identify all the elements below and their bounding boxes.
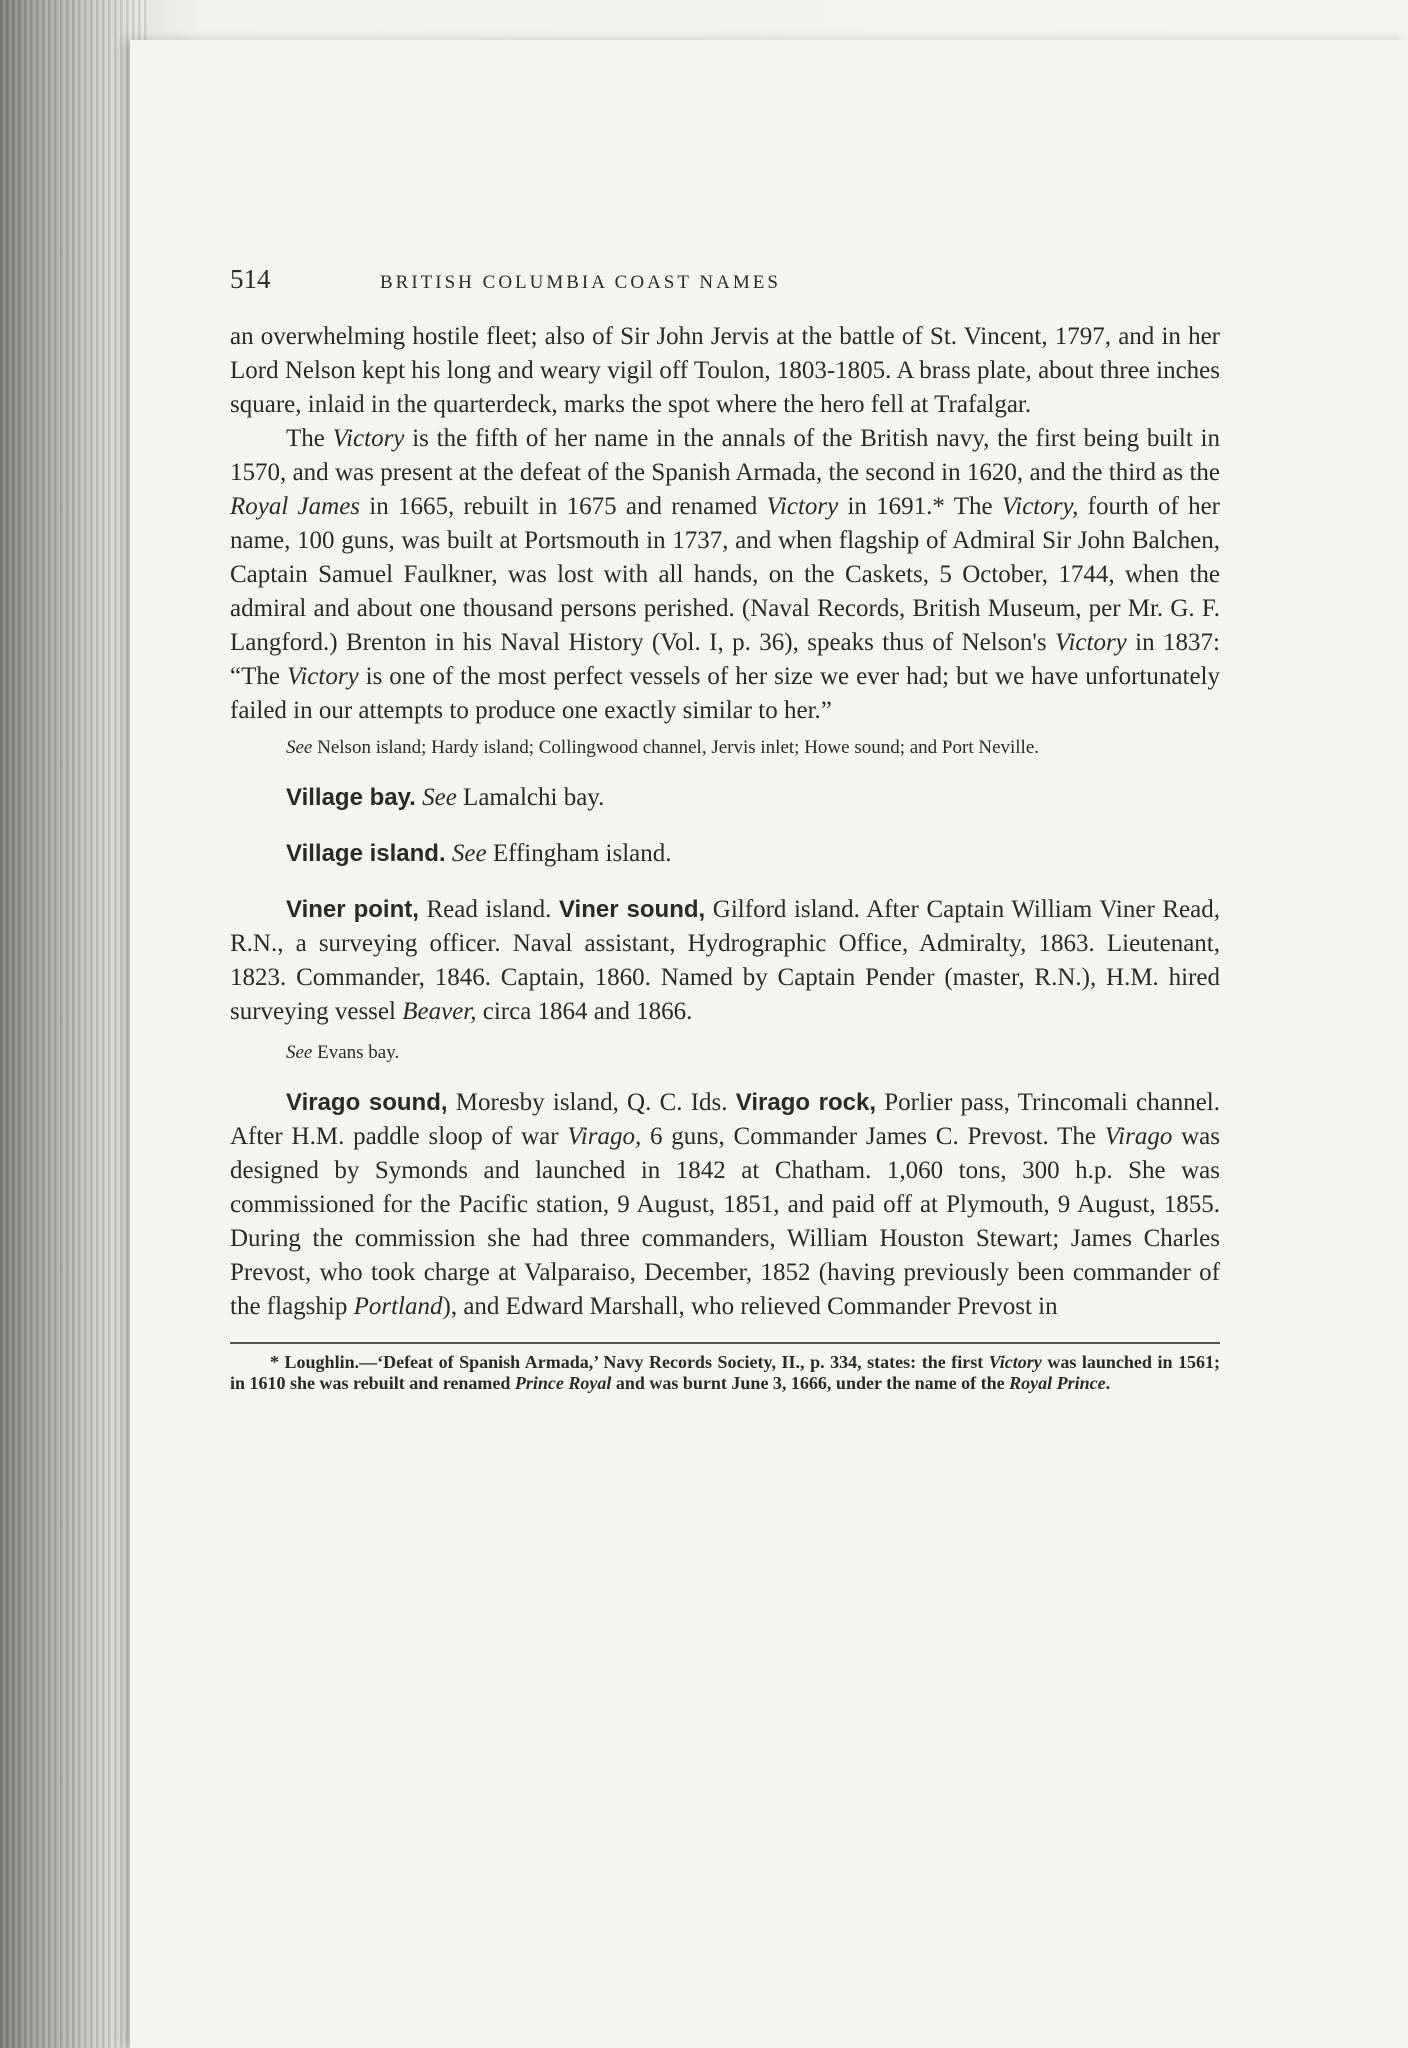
footnote-rule: [230, 1342, 1220, 1344]
headword: Viner point,: [286, 896, 419, 923]
entry-viner: Viner point, Read island. Viner sound, Gilford island. After Captain William Viner Read, R.N., a surveying officer. Naval assistant, Hydrographic Office, Admiralty, 1863. Lieutenant, 1823. Commander, 1846. Captain, 1860. Named by Captain Pender (master, R.N.), H.M. hired surveying vessel Beaver, circa 1864 and 1866.: [230, 896, 1220, 1025]
entry-virago: Virago sound, Moresby island, Q. C. Ids. Virago rock, Porlier pass, Trincomali channel. After H.M. paddle sloop of war Virago, 6 guns, Commander James C. Prevost. The Virago was designed by Symonds and launched in 1842 at Chatham. 1,060 tons, 300 h.p. She was commissioned for the Pacific station, 9 August, 1851, and paid off at Plymouth, 9 August, 1855. During the commission she had three commanders, William Houston Stewart; James Charles Prevost, who took charge at Valparaiso, December, 1852 (having previously been commander of the flagship Portland), and Edward Marshall, who relieved Commander Prevost in: [230, 1089, 1220, 1320]
headword: Virago rock,: [735, 1089, 877, 1116]
paragraph-continuation: an overwhelming hostile fleet; also of Sir John Jervis at the battle of St. Vincent, 1797, and in her Lord Nelson kept his long and weary vigil off Toulon, 1803-1805. A brass plate, about three inches square, inlaid in the quarterdeck, marks the spot where the hero fell at Trafalgar.: [230, 323, 1220, 418]
see-also-victory: See Nelson island; Hardy island; Collingwood channel, Jervis inlet; Howe sound; and Port Neville.: [286, 737, 1040, 758]
headword: Viner sound,: [558, 896, 706, 923]
entry-village-bay: Village bay. See Lamalchi bay.: [286, 784, 605, 811]
headword: Village bay.: [286, 784, 416, 811]
headword: Village island.: [286, 840, 446, 867]
footnote: * Loughlin.—‘Defeat of Spanish Armada,’ Navy Records Society, II., p. 334, states: the first Victory was launched in 1561; in 1610 she was rebuilt and renamed Prince Royal and was burnt June 3, 1666, under the name of the Royal Prince.: [230, 1352, 1220, 1393]
headword: Virago sound,: [286, 1089, 448, 1116]
book-page-edges: [0, 0, 150, 2048]
running-title: BRITISH COLUMBIA COAST NAMES: [380, 272, 781, 293]
entry-village-island: Village island. See Effingham island.: [286, 840, 672, 867]
running-header: [230, 262, 1220, 300]
page-content: [230, 262, 1220, 1394]
paragraph-victory: The Victory is the fifth of her name in the annals of the British navy, the first being built in 1570, and was present at the defeat of the Spanish Armada, the second in 1620, and the third as the Royal James in 1665, rebuilt in 1675 and renamed Victory in 1691.* The Victory, fourth of her name, 100 guns, was built at Portsmouth in 1737, and when flagship of Admiral Sir John Balchen, Captain Samuel Faulkner, was lost with all hands, on the Caskets, 5 October, 1744, when the admiral and about one thousand persons perished. (Naval Records, British Museum, per Mr. G. F. Langford.) Brenton in his Naval History (Vol. I, p. 36), speaks thus of Nelson's Victory in 1837: “The Victory is one of the most perfect vessels of her size we ever had; but we have unfortunately failed in our attempts to produce one exactly similar to her.”: [230, 425, 1220, 724]
see-also-viner: See Evans bay.: [286, 1042, 400, 1063]
page-number: 514: [230, 264, 271, 294]
